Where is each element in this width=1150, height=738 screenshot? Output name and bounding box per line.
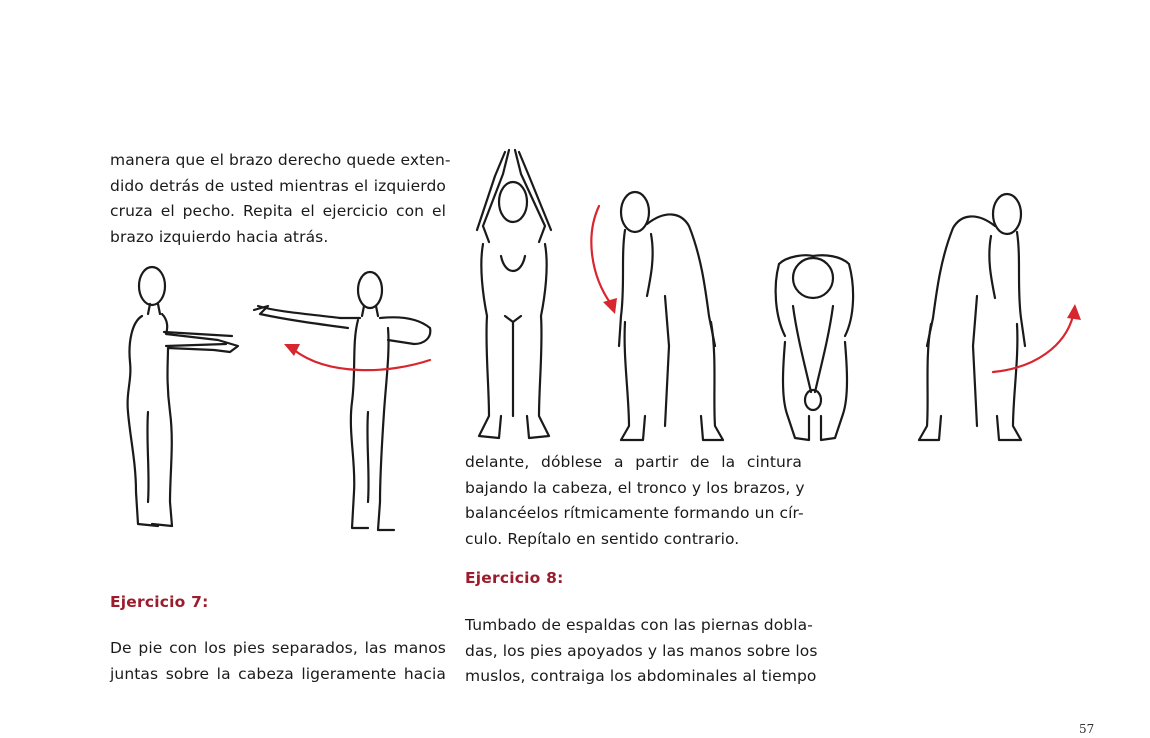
exercise8-paragraph: [465, 613, 818, 690]
text-line: De pie con los pies separados, las manos: [110, 639, 446, 657]
figure-side-bend-left: [619, 192, 723, 440]
intro-paragraph: [110, 148, 451, 250]
rotation-arrow-up: [993, 316, 1073, 372]
page-number: 57: [1079, 722, 1095, 736]
exercise7-paragraph: [110, 636, 446, 687]
text-line: cruza el pecho. Repita el ejercicio con el: [110, 202, 446, 220]
figure-hands-overhead: [477, 150, 551, 438]
figure-arms-forward: [128, 267, 238, 526]
exercise8-heading: Ejercicio 8:: [465, 569, 564, 587]
text-line: juntas sobre la cabeza ligeramente hacia: [110, 664, 446, 683]
arrow-head-icon: [284, 344, 300, 356]
figure-forward-bend: [776, 255, 853, 440]
text-line: bajando la cabeza, el tronco y los brazos, y: [465, 478, 805, 497]
exercise7-illustration: [465, 146, 1095, 446]
arrow-head-icon: [603, 298, 617, 314]
text-line: manera que el brazo derecho quede exten-: [110, 151, 451, 169]
text-line: dido detrás de usted mientras el izquierdo: [110, 176, 446, 195]
arm-swing-illustration: [118, 262, 448, 537]
text-line: Tumbado de espaldas con las piernas dobla-: [465, 616, 813, 634]
text-line: delante, dóblese a partir de la cintura: [465, 453, 802, 471]
exercise7-heading: Ejercicio 7:: [110, 593, 209, 611]
figure-arms-side: [254, 272, 430, 530]
rotation-arrow-down: [591, 206, 611, 304]
text-line: muslos, contraiga los abdominales al tiempo: [465, 667, 817, 685]
continuation-paragraph: [465, 450, 805, 552]
text-line: culo. Repítalo en sentido contrario.: [465, 529, 740, 548]
arrow-head-icon: [1067, 304, 1081, 320]
text-line: das, los pies apoyados y las manos sobre los: [465, 641, 818, 660]
text-line: brazo izquierdo hacia atrás.: [110, 227, 329, 246]
rotation-arrow-left: [294, 350, 430, 370]
text-line: balancéelos rítmicamente formando un cír-: [465, 504, 804, 522]
figure-side-bend-right: [919, 194, 1025, 440]
